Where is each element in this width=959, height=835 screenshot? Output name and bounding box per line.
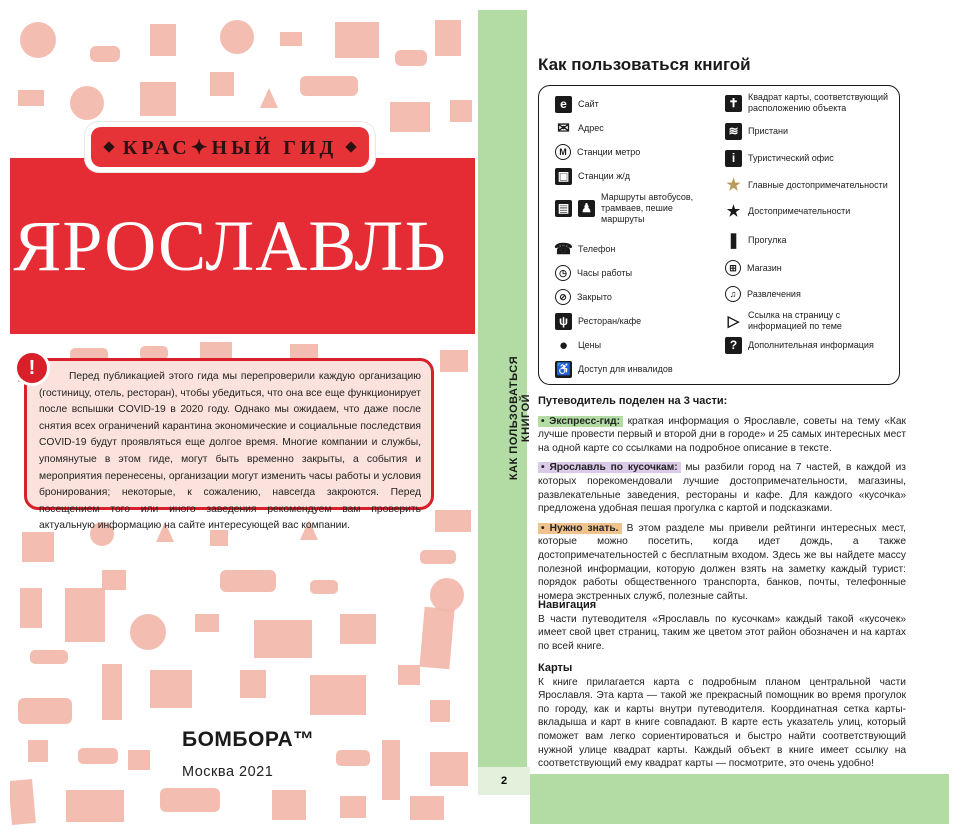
globe-icon — [130, 614, 166, 650]
legend-item: ψ Ресторан/кафе — [555, 313, 641, 330]
parts-title: Путеводитель поделен на 3 части: — [538, 395, 728, 407]
shop-icon: ⊞ — [725, 260, 741, 276]
airplane-icon — [280, 32, 302, 46]
tower-icon — [150, 24, 176, 56]
map-square-icon: ✝ — [725, 95, 742, 112]
temple-icon — [440, 350, 468, 372]
navigation-section — [538, 599, 906, 653]
legend-item: i Туристический офис — [725, 150, 834, 167]
notice-text: Перед публикацией этого гида мы перепроверили каждую организацию (гостиницу, отель, ресторан), чтобы убедиться, что она все еще функционирует после вспышки COVID-19 в 2020 году. Однако мы ожидаем, что даже после снятия всех ограничений карантина экономические и социальные последствия COVID-19 будут проявляться еще долгое время. Многие компании и службы, упомянутые в этом гиде, могут быть временно закрыты, а события и мероприятия перенесены, организации могут изменить часы работы и условия бронирования; некоторые, к сожалению, навсегда закроются. Перед посещением того или иного заведения рекомендуем вам проверить актуальную информацию на сайте интересующей вас компании. — [39, 371, 421, 532]
tower-icon — [28, 740, 48, 762]
train-icon: ▣ — [555, 168, 572, 185]
bus-icon — [220, 570, 276, 592]
maps-title: Карты — [538, 662, 573, 674]
page-heading: Как пользоваться книгой — [538, 55, 751, 74]
icon-legend — [538, 85, 900, 385]
diamond-icon — [103, 141, 114, 152]
legend-item: ⊘ Закрыто — [555, 289, 612, 305]
car-icon — [30, 650, 68, 664]
car-icon — [395, 50, 427, 66]
site-icon: e — [555, 96, 572, 113]
airplane-icon — [128, 750, 150, 770]
car-icon — [78, 748, 118, 764]
brandenburg-gate-icon — [310, 675, 366, 715]
car-icon — [336, 750, 370, 766]
brandenburg-gate-icon — [390, 102, 430, 132]
cathedral-icon — [65, 588, 105, 642]
part-express: • Экспресс-гид: краткая информация о Ярославле, советы на тему «Как лучше провести первый и второй дни в городе» и 25 самых интересных мест на одной карте со ссылками на подробное описание в тексте. — [538, 415, 906, 454]
building-icon — [22, 532, 54, 562]
pagoda-icon — [335, 22, 379, 58]
publication-info: Москва 2021 — [182, 764, 274, 780]
legend-item: ? Дополнительная информация — [725, 337, 874, 354]
legend-item: ✉ Адрес — [555, 120, 604, 137]
compass-icon: ✦ — [190, 136, 212, 159]
pisa-tower-icon — [10, 779, 36, 825]
legend-item: ☎ Телефон — [554, 241, 616, 258]
globe-icon — [220, 20, 254, 54]
signpost-icon — [240, 670, 266, 698]
legend-item: ▣ Станции ж/д — [555, 168, 630, 185]
signpost-icon — [210, 72, 234, 96]
warning-icon: ! — [14, 350, 50, 386]
temple-icon — [435, 510, 471, 532]
legend-item: ≋ Пристани — [725, 123, 788, 140]
part-pieces: • Ярославль по кусочкам: мы разбили город на 7 частей, в каждой из которых порекомендовали лучшие достопримечательности, магазины, развлекательные заведения, рестораны и кафе. Для каждого «кусочка» предложена удобная пешая прогулка с картой и подсказками. — [538, 462, 906, 515]
legend-item: ❚ Прогулка — [725, 232, 786, 249]
airplane-icon — [430, 700, 450, 722]
navigation-text: В части путеводителя «Ярославль по кусочкам» каждый такой «кусочек» имеет свой цвет страниц, таким же цветом этот район обозначен и на картах по всей книге. — [538, 613, 906, 652]
legend-item: ★ Главные достопримечательности — [726, 177, 888, 194]
colosseum-icon — [20, 22, 56, 58]
legend-item: ▷ Ссылка на страницу с информацией по теме — [725, 310, 895, 332]
globe-icon — [70, 86, 104, 120]
signpost-icon — [340, 796, 366, 818]
signpost-icon — [450, 100, 472, 122]
building-icon — [200, 342, 232, 358]
maps-section — [538, 662, 906, 771]
footprints-icon: ❚ — [727, 232, 740, 249]
covid-notice — [24, 358, 434, 532]
legend-item: e Сайт — [555, 96, 599, 113]
book-title: ЯРОСЛАВЛЬ — [13, 206, 447, 286]
legend-item: ▤ ♟ Маршруты автобусов, трамваев, пешие маршруты — [555, 192, 715, 225]
info-icon: i — [725, 150, 742, 167]
star-icon: ★ — [726, 203, 741, 220]
envelope-icon: ✉ — [557, 120, 570, 137]
parthenon-icon — [66, 790, 124, 822]
car-icon — [90, 46, 120, 62]
signpost-icon — [410, 796, 444, 820]
eiffel-tower-icon — [260, 88, 278, 108]
legend-item: ⊞ Магазин — [725, 260, 782, 276]
accessibility-icon: ♿ — [556, 362, 571, 376]
price-icon: ● — [558, 337, 569, 354]
bus-icon — [18, 698, 72, 724]
page-number-box — [478, 767, 530, 795]
legend-item: M Станции метро — [555, 144, 640, 160]
maps-text: К книге прилагается карта с подробным планом центральной части Ярославля. Эта карта — такой же прекрасный помощник во время прогулок по городу, как и карты внутри путеводителя. Координатная сетка карты-вкладыша и карт в книге совпадают. В карте есть указатель улиц, который поможет вам легко сориентироваться и быстро найти соответствующий нужной улице квадрат карты. Каждый объект в книге имеет ссылку на соответствующий ему квадрат карты — посмотрите, это очень удобно! — [538, 676, 906, 770]
restaurant-icon: ψ — [555, 313, 572, 330]
car-icon — [310, 580, 338, 594]
airplane-icon — [18, 90, 44, 106]
diamond-icon — [346, 141, 357, 152]
legend-item: ✝ Квадрат карты, соответствующий расположению объекта — [725, 92, 895, 114]
building-icon — [430, 752, 468, 786]
bus-icon — [300, 76, 358, 96]
bus-icon: ▤ — [555, 200, 572, 217]
part-express-label: • Экспресс-гид: — [538, 416, 623, 427]
page-content — [538, 55, 911, 770]
arrow-link-icon: ▷ — [727, 312, 740, 330]
cathedral-icon — [20, 588, 42, 628]
phone-icon: ☎ — [554, 241, 573, 258]
pier-icon: ≋ — [725, 123, 742, 140]
section-title-vertical: КАК ПОЛЬЗОВАТЬСЯ КНИГОЙ — [508, 355, 532, 481]
legend-item: ♫ Развлечения — [725, 286, 801, 302]
music-icon: ♫ — [725, 286, 741, 302]
clock-icon: ◷ — [555, 265, 571, 281]
airplane-icon — [398, 665, 420, 685]
part-pieces-label: • Ярославль по кусочкам: — [538, 462, 681, 473]
parts-section — [538, 395, 906, 603]
airplane-icon — [195, 614, 219, 632]
part-know-label: • Нужно знать. — [538, 523, 622, 534]
series-banner — [85, 122, 375, 172]
series-name: КРАС✦НЫЙ ГИД — [122, 136, 338, 159]
legend-item: ◷ Часы работы — [555, 265, 632, 281]
cover-page — [10, 10, 475, 827]
taj-mahal-icon — [150, 670, 192, 708]
tower-icon — [435, 20, 461, 56]
big-ben-icon — [382, 740, 400, 800]
big-ben-icon — [102, 664, 122, 720]
pagoda-icon — [272, 790, 306, 820]
publisher-logo: БОМБОРА™ — [182, 728, 315, 751]
gold-star-icon: ★ — [726, 177, 741, 194]
metro-icon: M — [555, 144, 571, 160]
walking-icon: ♟ — [578, 200, 595, 217]
taj-mahal-icon — [140, 82, 176, 116]
pisa-tower-icon — [419, 607, 454, 669]
airplane-icon — [102, 570, 126, 590]
footer-band — [530, 774, 949, 824]
legend-item: ♿ Доступ для инвалидов — [556, 362, 673, 376]
car-icon — [420, 550, 456, 564]
question-icon: ? — [725, 337, 742, 354]
legend-item: ● Цены — [555, 337, 601, 354]
bus-icon — [160, 788, 220, 812]
parthenon-icon — [254, 620, 312, 658]
legend-item: ★ Достопримечательности — [726, 203, 851, 220]
page-number: 2 — [500, 775, 508, 787]
closed-icon: ⊘ — [555, 289, 571, 305]
part-know: • Нужно знать. В этом разделе мы привели рейтинги интересных мест, которые можно посетить, когда идет дождь, а также достопримечательностей с бесплатным входом. Здесь же вы найдете массу полезной информации, которую должен взять на заметку каждый турист: порядок работы общественного транспорта, банков, почты, телефонные номера экстренных служб, полезные сайты. — [538, 522, 906, 602]
navigation-title: Навигация — [538, 599, 597, 611]
moai-icon — [340, 614, 376, 644]
